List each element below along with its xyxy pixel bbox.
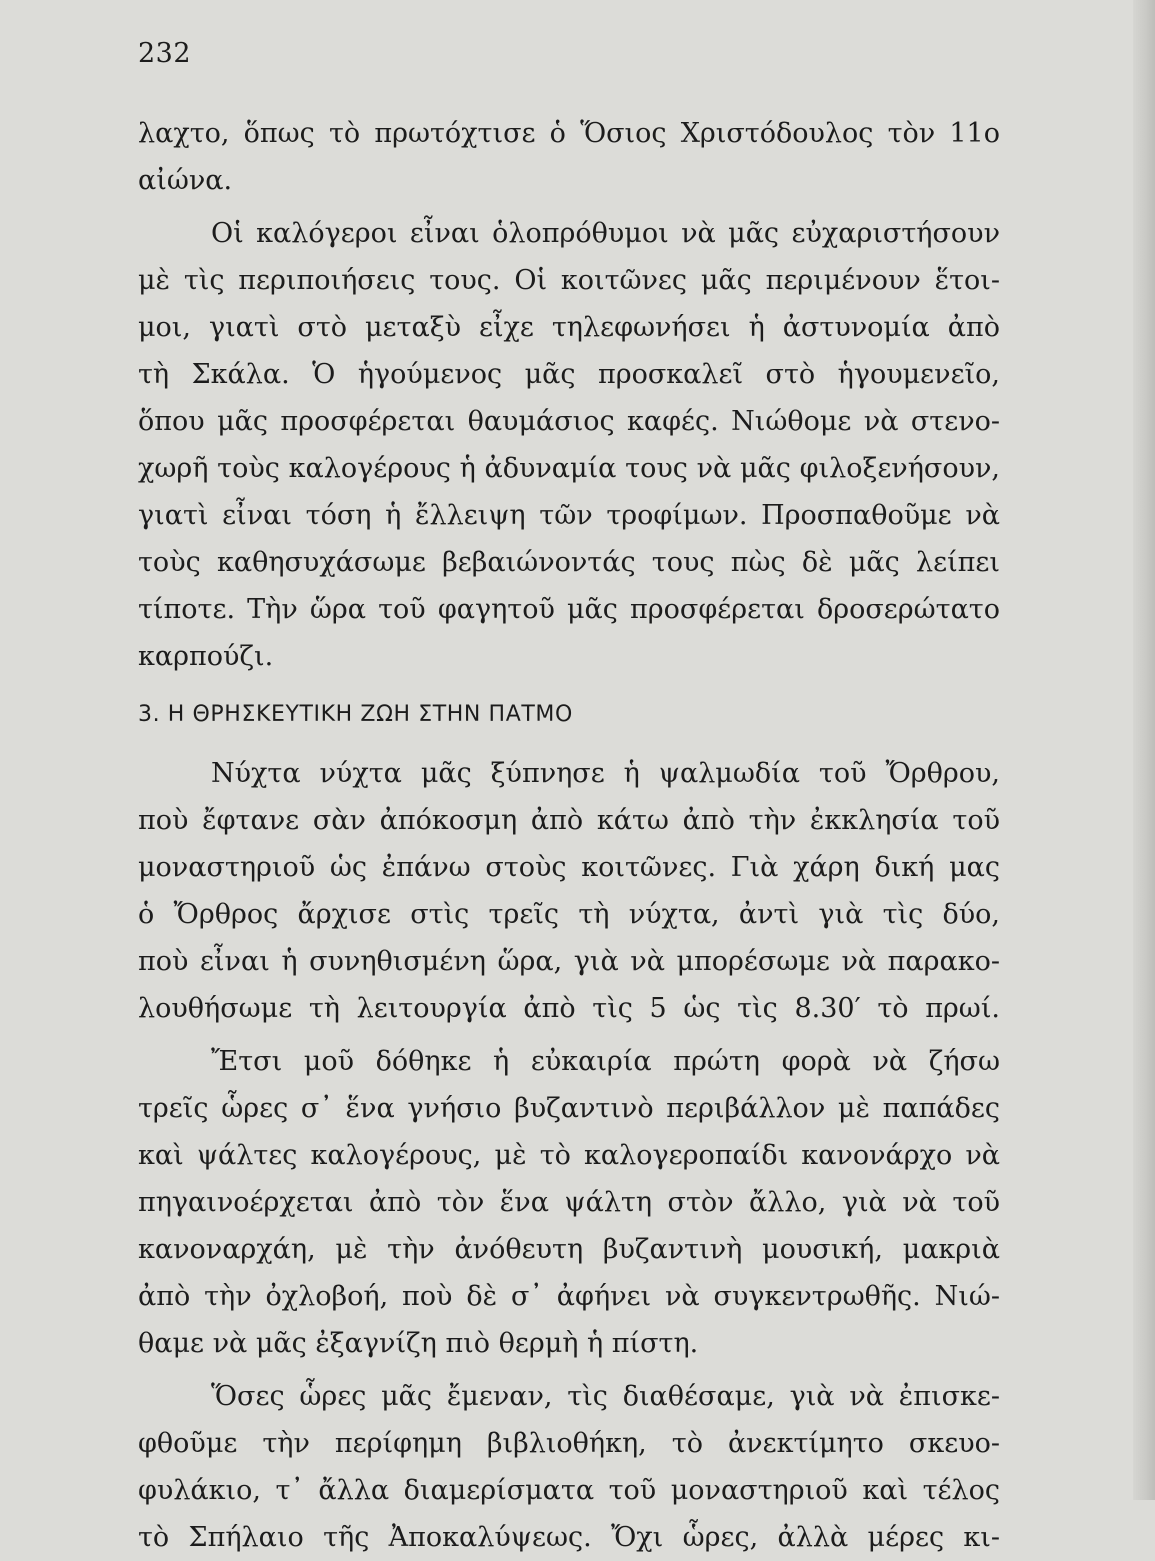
- text-line: Νύχτα νύχτα μᾶς ξύπνησε ἡ ψαλμωδία τοῦ Ὄρθρου,: [211, 758, 1000, 789]
- text-line: γιατὶ εἶναι τόση ἡ ἔλλειψη τῶν τροφίμων. Προσπαθοῦμε νὰ: [138, 500, 1000, 531]
- text-line: καὶ ψάλτες καλογέρους, μὲ τὸ καλογεροπαίδι κανονάρχο νὰ: [138, 1140, 1000, 1171]
- text-line: τὴ Σκάλα. Ὁ ἡγούμενος μᾶς προσκαλεῖ στὸ ἡγουμενεῖο,: [138, 359, 1000, 390]
- text-line: τὸ Σπήλαιο τῆς Ἀποκαλύψεως. Ὄχι ὧρες, ἀλλὰ μέρες κι-: [138, 1522, 1000, 1553]
- section-heading: 3. Η ΘΡΗΣΚΕΥΤΙΚΗ ΖΩΗ ΣΤΗΝ ΠΑΤΜΟ: [138, 702, 573, 727]
- text-line: ἀπὸ τὴν ὀχλοβοή, ποὺ δὲ σ᾽ ἀφήνει νὰ συγκεντρωθῆς. Νιώ-: [138, 1281, 1000, 1312]
- text-line: μοι, γιατὶ στὸ μεταξὺ εἶχε τηλεφωνήσει ἡ ἀστυνομία ἀπὸ: [138, 312, 1000, 343]
- text-line: Οἱ καλόγεροι εἶναι ὁλοπρόθυμοι νὰ μᾶς εὐχαριστήσουν: [211, 218, 1000, 249]
- text-line: μὲ τὶς περιποιήσεις τους. Οἱ κοιτῶνες μᾶς περιμένουν ἕτοι-: [138, 265, 1000, 296]
- page-edge: [1133, 0, 1155, 1500]
- body-text: [138, 110, 1000, 1561]
- text-line: πηγαινοέρχεται ἀπὸ τὸν ἕνα ψάλτη στὸν ἄλλο, γιὰ νὰ τοῦ: [138, 1187, 1000, 1218]
- text-line: ποὺ ἔφτανε σὰν ἀπόκοσμη ἀπὸ κάτω ἀπὸ τὴν ἐκκλησία τοῦ: [138, 805, 1000, 836]
- text-line: καρπούζι.: [138, 641, 274, 672]
- text-line: ὅπου μᾶς προσφέρεται θαυμάσιος καφές. Νιώθομε νὰ στενο-: [138, 406, 1000, 437]
- text-line: ὁ Ὄρθρος ἄρχισε στὶς τρεῖς τὴ νύχτα, ἀντὶ γιὰ τὶς δύο,: [138, 899, 1000, 930]
- text-line: Ὅσες ὧρες μᾶς ἔμεναν, τὶς διαθέσαμε, γιὰ νὰ ἐπισκε-: [211, 1381, 1000, 1412]
- text-line: θαμε νὰ μᾶς ἐξαγνίζη πιὸ θερμὴ ἡ πίστη.: [138, 1328, 699, 1359]
- page-number: 232: [138, 38, 192, 69]
- text-line: χωρῆ τοὺς καλογέρους ἡ ἀδυναμία τους νὰ μᾶς φιλοξενήσουν,: [138, 453, 1000, 484]
- text-line: φυλάκιο, τ᾽ ἄλλα διαμερίσματα τοῦ μοναστηριοῦ καὶ τέλος: [138, 1475, 1000, 1506]
- text-line: μοναστηριοῦ ὡς ἐπάνω στοὺς κοιτῶνες. Γιὰ χάρη δική μας: [138, 852, 1000, 883]
- text-line: λαχτο, ὅπως τὸ πρωτόχτισε ὁ Ὅσιος Χριστόδουλος τὸν 11ο: [138, 118, 1000, 149]
- text-line: τοὺς καθησυχάσωμε βεβαιώνοντάς τους πὼς δὲ μᾶς λείπει: [138, 547, 1000, 578]
- text-line: λουθήσωμε τὴ λειτουργία ἀπὸ τὶς 5 ὡς τὶς 8.30′ τὸ πρωί.: [138, 993, 1000, 1024]
- text-line: φθοῦμε τὴν περίφημη βιβλιοθήκη, τὸ ἀνεκτίμητο σκευο-: [138, 1428, 1000, 1459]
- text-line: αἰώνα.: [138, 165, 233, 196]
- text-line: κανοναρχάη, μὲ τὴν ἀνόθευτη βυζαντινὴ μουσική, μακριὰ: [138, 1234, 1000, 1265]
- text-line: τρεῖς ὧρες σ᾽ ἕνα γνήσιο βυζαντινὸ περιβάλλον μὲ παπάδες: [138, 1093, 1000, 1124]
- text-line: Ἔτσι μοῦ δόθηκε ἡ εὐκαιρία πρώτη φορὰ νὰ ζήσω: [211, 1046, 1000, 1077]
- text-line: ποὺ εἶναι ἡ συνηθισμένη ὥρα, γιὰ νὰ μπορέσωμε νὰ παρακο-: [138, 946, 1000, 977]
- text-line: τίποτε. Τὴν ὥρα τοῦ φαγητοῦ μᾶς προσφέρεται δροσερώτατο: [138, 594, 1000, 625]
